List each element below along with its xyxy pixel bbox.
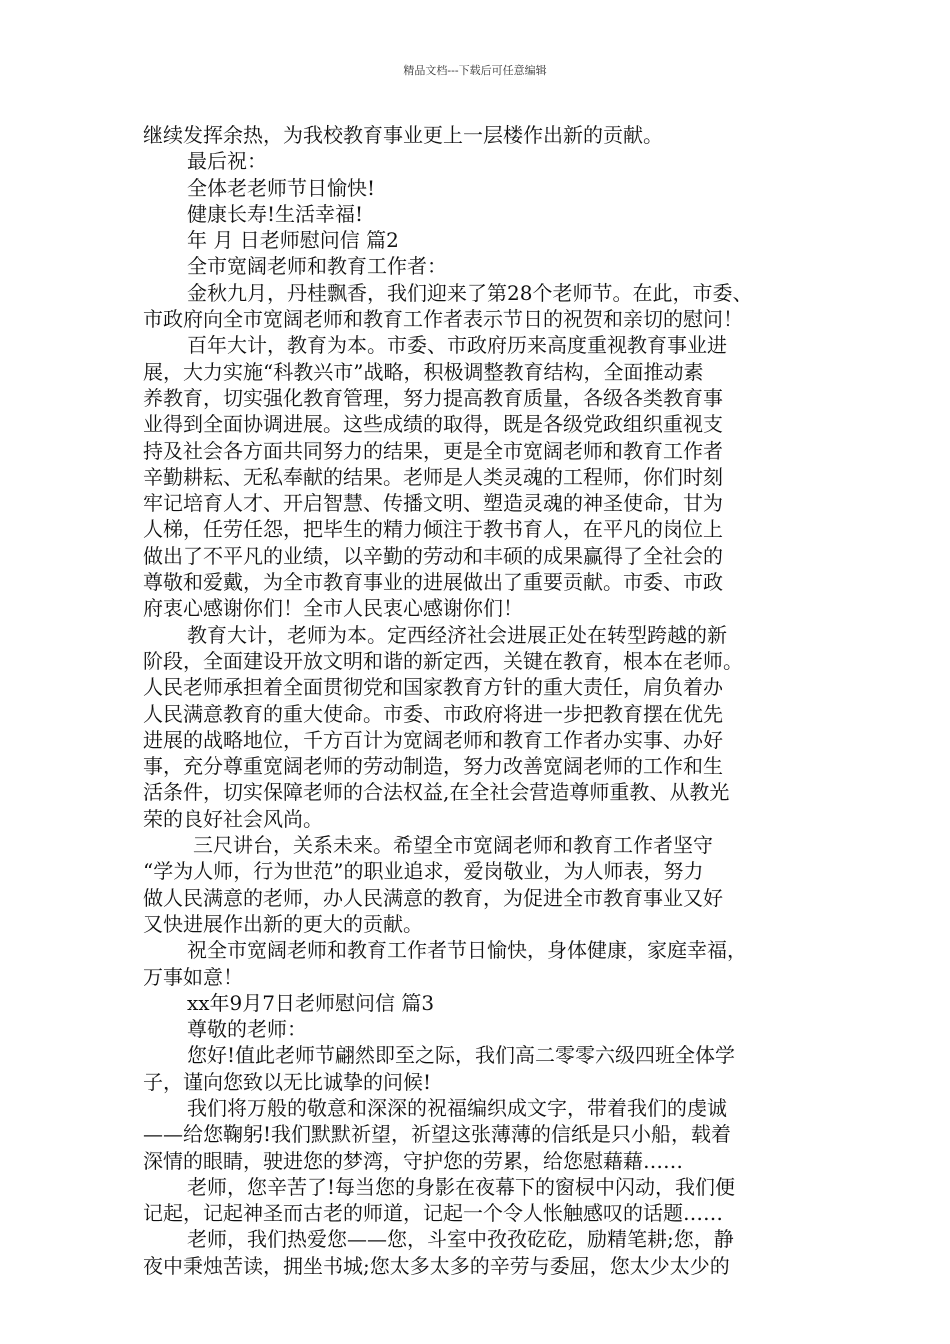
text-line: 荣的良好社会风尚。 (143, 806, 323, 831)
text-line: 百年大计，教育为本。市委、市政府历来高度重视教育事业进 (187, 333, 727, 358)
text-line: 持及社会各方面共同努力的结果，更是全市宽阔老师和教育工作者 (143, 438, 723, 463)
text-line: 最后祝： (187, 149, 267, 174)
text-line: 牢记培育人才、开启智慧、传播文明、塑造灵魂的神圣使命，甘为 (143, 491, 723, 516)
text-line: 健康长寿!生活幸福! (187, 201, 364, 226)
text-line: 又快进展作出新的更大的贡献。 (143, 911, 423, 936)
text-line: 您好!值此老师节翩然即至之际，我们高二零零六级四班全体学 (187, 1043, 736, 1068)
text-line: 做出了不平凡的业绩，以辛勤的劳动和丰硕的成果赢得了全社会的 (143, 543, 723, 568)
text-line: 人梯，任劳任怨，把毕生的精力倾注于教书育人，在平凡的岗位上 (143, 517, 723, 542)
text-line: 业得到全面协调进展。这些成绩的取得，既是各级党政组织重视支 (143, 412, 723, 437)
text-line: 金秋九月，丹桂飘香，我们迎来了第28个老师节。在此，市委、 (187, 280, 753, 305)
text-line: 阶段，全面建设开放文明和谐的新定西，关键在教育，根本在老师。 (143, 648, 743, 673)
text-line: 深情的眼睛，驶进您的梦湾，守护您的劳累，给您慰藉藉…… (143, 1148, 683, 1173)
text-line: 尊敬的老师： (187, 1017, 307, 1042)
text-line: 子，谨向您致以无比诚挚的问候! (143, 1069, 432, 1094)
text-line: 人民满意教育的重大使命。市委、市政府将进一步把教育摆在优先 (143, 701, 723, 726)
text-line: “学为人师，行为世范”的职业追求，爱岗敬业，为人师表，努力 (143, 859, 704, 884)
text-line: xx年9月7日老师慰问信 篇3 (187, 990, 435, 1015)
text-line: 府衷心感谢你们！全市人民衷心感谢你们！ (143, 596, 523, 621)
text-line: 养教育，切实强化教育管理，努力提高教育质量，各级各类教育事 (143, 385, 723, 410)
text-line: 老师，我们热爱您——您，斗室中孜孜矻矻，励精笔耕;您，静 (187, 1227, 734, 1252)
text-line: 三尺讲台，关系未来。希望全市宽阔老师和教育工作者坚守 (193, 833, 713, 858)
text-line: 继续发挥余热，为我校教育事业更上一层楼作出新的贡献。 (143, 123, 663, 147)
text-line: 辛勤耕耘、无私奉献的结果。老师是人类灵魂的工程师，你们时刻 (143, 464, 723, 489)
document-body (143, 122, 811, 1279)
text-line: 全市宽阔老师和教育工作者： (187, 254, 447, 279)
text-line: 万事如意！ (143, 964, 243, 989)
text-line: 夜中秉烛苦读，拥坐书城;您太多太多的辛劳与委屈，您太少太少的 (143, 1253, 730, 1278)
text-line: 尊敬和爱戴，为全市教育事业的进展做出了重要贡献。市委、市政 (143, 570, 723, 595)
text-line: 做人民满意的老师，办人民满意的教育，为促进全市教育事业又好 (143, 885, 723, 910)
text-line: 教育大计，老师为本。定西经济社会进展正处在转型跨越的新 (187, 622, 727, 647)
text-line: 展，大力实施“科教兴市”战略，积极调整教育结构，全面推动素 (143, 359, 704, 384)
text-line: 年 月 日老师慰问信 篇2 (187, 228, 399, 253)
text-line: 市政府向全市宽阔老师和教育工作者表示节日的祝贺和亲切的慰问！ (143, 307, 743, 332)
text-line: 人民老师承担着全面贯彻党和国家教育方针的重大责任，肩负着办 (143, 675, 723, 700)
text-line: 事，充分尊重宽阔老师的劳动制造，努力改善宽阔老师的工作和生 (143, 754, 723, 779)
text-line: 全体老老师节日愉快! (187, 175, 376, 200)
text-line: 祝全市宽阔老师和教育工作者节日愉快，身体健康，家庭幸福， (187, 938, 747, 963)
text-line: ——给您鞠躬!我们默默祈望，祈望这张薄薄的信纸是只小船，载着 (143, 1122, 732, 1147)
text-line: 记起，记起神圣而古老的师道，记起一个令人怅触感叹的话题…… (143, 1201, 723, 1226)
text-line: 我们将万般的敬意和深深的祝福编织成文字，带着我们的虔诚 (187, 1095, 727, 1120)
page-header: 精品文档---下载后可任意编辑 (403, 64, 547, 77)
text-line: 活条件，切实保障老师的合法权益,在全社会营造尊师重教、从教光 (143, 780, 730, 805)
text-line: 老师，您辛苦了!每当您的身影在夜幕下的窗棂中闪动，我们便 (187, 1174, 736, 1199)
text-line: 进展的战略地位，千方百计为宽阔老师和教育工作者办实事、办好 (143, 727, 723, 752)
